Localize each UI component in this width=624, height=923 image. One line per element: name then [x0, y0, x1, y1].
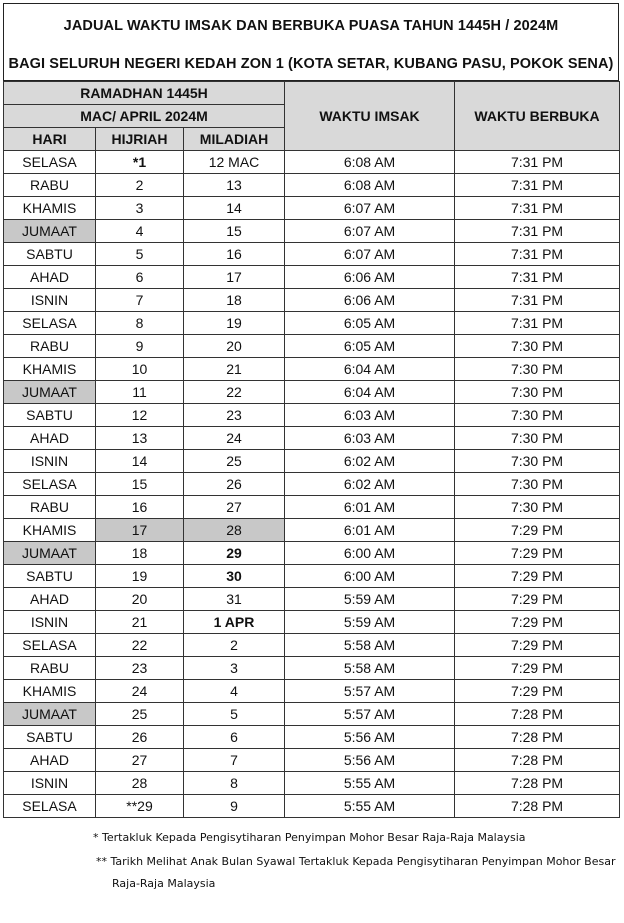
table-row [4, 657, 620, 680]
cell-hari: SELASA [4, 795, 96, 818]
footnote-2: ** Tarikh Melihat Anak Bulan Syawal Tertakluk Kepada Pengisytiharan Penyimpan Mohor Besar [96, 855, 616, 868]
cell-hijriah: 19 [96, 565, 184, 588]
cell-hari: KHAMIS [4, 680, 96, 703]
header-hijriah: HIJRIAH [96, 128, 184, 151]
cell-berbuka: 7:31 PM [455, 312, 620, 335]
table-row [4, 220, 620, 243]
cell-hari: ISNIN [4, 289, 96, 312]
cell-miladiah: 9 [184, 795, 285, 818]
cell-berbuka: 7:30 PM [455, 381, 620, 404]
cell-imsak: 5:56 AM [285, 726, 455, 749]
footnote-2-continued: Raja-Raja Malaysia [112, 877, 216, 890]
cell-miladiah: 3 [184, 657, 285, 680]
table-row [4, 381, 620, 404]
cell-imsak: 5:59 AM [285, 611, 455, 634]
table-row [4, 151, 620, 174]
header-ramadhan: RAMADHAN 1445H [4, 82, 285, 105]
cell-imsak: 6:08 AM [285, 151, 455, 174]
table-row [4, 243, 620, 266]
cell-miladiah: 29 [184, 542, 285, 565]
cell-miladiah: 26 [184, 473, 285, 496]
table-row [4, 611, 620, 634]
cell-imsak: 6:05 AM [285, 335, 455, 358]
table-row [4, 565, 620, 588]
cell-hijriah: 9 [96, 335, 184, 358]
table-row [4, 726, 620, 749]
cell-berbuka: 7:30 PM [455, 427, 620, 450]
cell-hijriah: 24 [96, 680, 184, 703]
cell-berbuka: 7:31 PM [455, 266, 620, 289]
cell-berbuka: 7:31 PM [455, 151, 620, 174]
cell-hijriah: 20 [96, 588, 184, 611]
cell-hijriah: 17 [96, 519, 184, 542]
table-row [4, 312, 620, 335]
cell-hari: JUMAAT [4, 220, 96, 243]
cell-hari: KHAMIS [4, 197, 96, 220]
cell-berbuka: 7:29 PM [455, 565, 620, 588]
cell-imsak: 6:01 AM [285, 519, 455, 542]
cell-miladiah: 22 [184, 381, 285, 404]
cell-miladiah: 28 [184, 519, 285, 542]
cell-miladiah: 15 [184, 220, 285, 243]
cell-hari: AHAD [4, 749, 96, 772]
cell-berbuka: 7:30 PM [455, 335, 620, 358]
cell-berbuka: 7:31 PM [455, 220, 620, 243]
cell-miladiah: 4 [184, 680, 285, 703]
cell-hari: RABU [4, 335, 96, 358]
cell-imsak: 6:07 AM [285, 197, 455, 220]
cell-hijriah: 8 [96, 312, 184, 335]
cell-imsak: 6:00 AM [285, 565, 455, 588]
footnote-1: * Tertakluk Kepada Pengisytiharan Penyimpan Mohor Besar Raja-Raja Malaysia [93, 831, 526, 844]
cell-hari: SELASA [4, 634, 96, 657]
table-row [4, 358, 620, 381]
cell-berbuka: 7:31 PM [455, 197, 620, 220]
table-header [4, 82, 620, 151]
cell-hari: KHAMIS [4, 519, 96, 542]
cell-hari: ISNIN [4, 450, 96, 473]
table-row [4, 703, 620, 726]
cell-hari: RABU [4, 174, 96, 197]
cell-berbuka: 7:30 PM [455, 496, 620, 519]
cell-miladiah: 24 [184, 427, 285, 450]
cell-hari: SELASA [4, 151, 96, 174]
cell-miladiah: 13 [184, 174, 285, 197]
cell-imsak: 6:04 AM [285, 358, 455, 381]
cell-hari: SABTU [4, 565, 96, 588]
cell-hijriah: 11 [96, 381, 184, 404]
cell-imsak: 6:07 AM [285, 220, 455, 243]
table-row [4, 519, 620, 542]
cell-imsak: 6:01 AM [285, 496, 455, 519]
cell-hari: AHAD [4, 588, 96, 611]
cell-miladiah: 6 [184, 726, 285, 749]
cell-berbuka: 7:28 PM [455, 726, 620, 749]
cell-hijriah: 15 [96, 473, 184, 496]
cell-hijriah: 13 [96, 427, 184, 450]
cell-berbuka: 7:31 PM [455, 174, 620, 197]
cell-hijriah: *1 [96, 151, 184, 174]
cell-hari: ISNIN [4, 772, 96, 795]
cell-imsak: 5:58 AM [285, 657, 455, 680]
cell-imsak: 5:55 AM [285, 795, 455, 818]
cell-hari: SELASA [4, 473, 96, 496]
cell-miladiah: 16 [184, 243, 285, 266]
cell-hijriah: 21 [96, 611, 184, 634]
cell-hijriah: 16 [96, 496, 184, 519]
cell-miladiah: 31 [184, 588, 285, 611]
cell-hari: SABTU [4, 726, 96, 749]
title-line-1: JADUAL WAKTU IMSAK DAN BERBUKA PUASA TAHUN 1445H / 2024M [63, 18, 559, 34]
cell-berbuka: 7:28 PM [455, 749, 620, 772]
header-hari: HARI [4, 128, 96, 151]
cell-hijriah: 7 [96, 289, 184, 312]
table-row [4, 266, 620, 289]
cell-imsak: 5:57 AM [285, 703, 455, 726]
cell-berbuka: 7:31 PM [455, 243, 620, 266]
cell-imsak: 6:06 AM [285, 266, 455, 289]
schedule-table [3, 81, 620, 818]
cell-imsak: 6:02 AM [285, 473, 455, 496]
cell-hijriah: 4 [96, 220, 184, 243]
cell-miladiah: 20 [184, 335, 285, 358]
table-row [4, 174, 620, 197]
cell-hijriah: 26 [96, 726, 184, 749]
cell-hijriah: 2 [96, 174, 184, 197]
cell-miladiah: 30 [184, 565, 285, 588]
cell-berbuka: 7:29 PM [455, 611, 620, 634]
cell-miladiah: 19 [184, 312, 285, 335]
cell-miladiah: 1 APR [184, 611, 285, 634]
cell-imsak: 5:58 AM [285, 634, 455, 657]
cell-miladiah: 14 [184, 197, 285, 220]
table-row [4, 427, 620, 450]
cell-berbuka: 7:31 PM [455, 289, 620, 312]
cell-hijriah: 10 [96, 358, 184, 381]
table-row [4, 795, 620, 818]
cell-hari: ISNIN [4, 611, 96, 634]
cell-berbuka: 7:30 PM [455, 404, 620, 427]
cell-berbuka: 7:28 PM [455, 772, 620, 795]
cell-hijriah: 3 [96, 197, 184, 220]
cell-hari: KHAMIS [4, 358, 96, 381]
cell-miladiah: 25 [184, 450, 285, 473]
cell-imsak: 5:55 AM [285, 772, 455, 795]
cell-hijriah: 22 [96, 634, 184, 657]
cell-hari: RABU [4, 657, 96, 680]
cell-hijriah: 28 [96, 772, 184, 795]
cell-hijriah: 6 [96, 266, 184, 289]
table-row [4, 542, 620, 565]
cell-hari: RABU [4, 496, 96, 519]
table-row [4, 289, 620, 312]
table-row [4, 197, 620, 220]
cell-hari: SABTU [4, 243, 96, 266]
cell-hijriah: 14 [96, 450, 184, 473]
table-row [4, 680, 620, 703]
cell-hijriah: **29 [96, 795, 184, 818]
cell-miladiah: 2 [184, 634, 285, 657]
header-waktu-berbuka: WAKTU BERBUKA [455, 82, 620, 151]
table-body [4, 151, 620, 818]
cell-berbuka: 7:28 PM [455, 703, 620, 726]
cell-hijriah: 25 [96, 703, 184, 726]
cell-berbuka: 7:29 PM [455, 634, 620, 657]
cell-hari: SELASA [4, 312, 96, 335]
cell-hari: JUMAAT [4, 703, 96, 726]
table-row [4, 335, 620, 358]
header-month: MAC/ APRIL 2024M [4, 105, 285, 128]
cell-berbuka: 7:29 PM [455, 657, 620, 680]
cell-imsak: 5:57 AM [285, 680, 455, 703]
cell-miladiah: 8 [184, 772, 285, 795]
cell-hijriah: 27 [96, 749, 184, 772]
cell-imsak: 6:00 AM [285, 542, 455, 565]
cell-miladiah: 7 [184, 749, 285, 772]
title-line-2: BAGI SELURUH NEGERI KEDAH ZON 1 (KOTA SETAR, KUBANG PASU, POKOK SENA) [8, 56, 614, 72]
title-box [3, 3, 619, 81]
cell-imsak: 6:03 AM [285, 427, 455, 450]
cell-miladiah: 5 [184, 703, 285, 726]
cell-miladiah: 12 MAC [184, 151, 285, 174]
cell-berbuka: 7:29 PM [455, 519, 620, 542]
table-row [4, 473, 620, 496]
table-row [4, 634, 620, 657]
cell-imsak: 6:04 AM [285, 381, 455, 404]
cell-imsak: 5:59 AM [285, 588, 455, 611]
cell-hari: AHAD [4, 427, 96, 450]
cell-miladiah: 18 [184, 289, 285, 312]
cell-hijriah: 5 [96, 243, 184, 266]
table-row [4, 588, 620, 611]
cell-hijriah: 23 [96, 657, 184, 680]
table-row [4, 496, 620, 519]
cell-berbuka: 7:29 PM [455, 680, 620, 703]
table-row [4, 749, 620, 772]
cell-imsak: 6:06 AM [285, 289, 455, 312]
header-miladiah: MILADIAH [184, 128, 285, 151]
header-waktu-imsak: WAKTU IMSAK [285, 82, 455, 151]
cell-berbuka: 7:30 PM [455, 358, 620, 381]
cell-imsak: 6:08 AM [285, 174, 455, 197]
table-row [4, 772, 620, 795]
cell-imsak: 6:05 AM [285, 312, 455, 335]
cell-miladiah: 27 [184, 496, 285, 519]
cell-berbuka: 7:28 PM [455, 795, 620, 818]
cell-hari: JUMAAT [4, 542, 96, 565]
cell-imsak: 6:02 AM [285, 450, 455, 473]
cell-hari: AHAD [4, 266, 96, 289]
table-row [4, 450, 620, 473]
cell-imsak: 5:56 AM [285, 749, 455, 772]
cell-imsak: 6:07 AM [285, 243, 455, 266]
cell-berbuka: 7:30 PM [455, 450, 620, 473]
cell-berbuka: 7:30 PM [455, 473, 620, 496]
cell-hijriah: 12 [96, 404, 184, 427]
cell-hari: JUMAAT [4, 381, 96, 404]
cell-hari: SABTU [4, 404, 96, 427]
cell-miladiah: 21 [184, 358, 285, 381]
table-row [4, 404, 620, 427]
cell-miladiah: 17 [184, 266, 285, 289]
cell-berbuka: 7:29 PM [455, 588, 620, 611]
cell-imsak: 6:03 AM [285, 404, 455, 427]
cell-miladiah: 23 [184, 404, 285, 427]
cell-berbuka: 7:29 PM [455, 542, 620, 565]
cell-hijriah: 18 [96, 542, 184, 565]
